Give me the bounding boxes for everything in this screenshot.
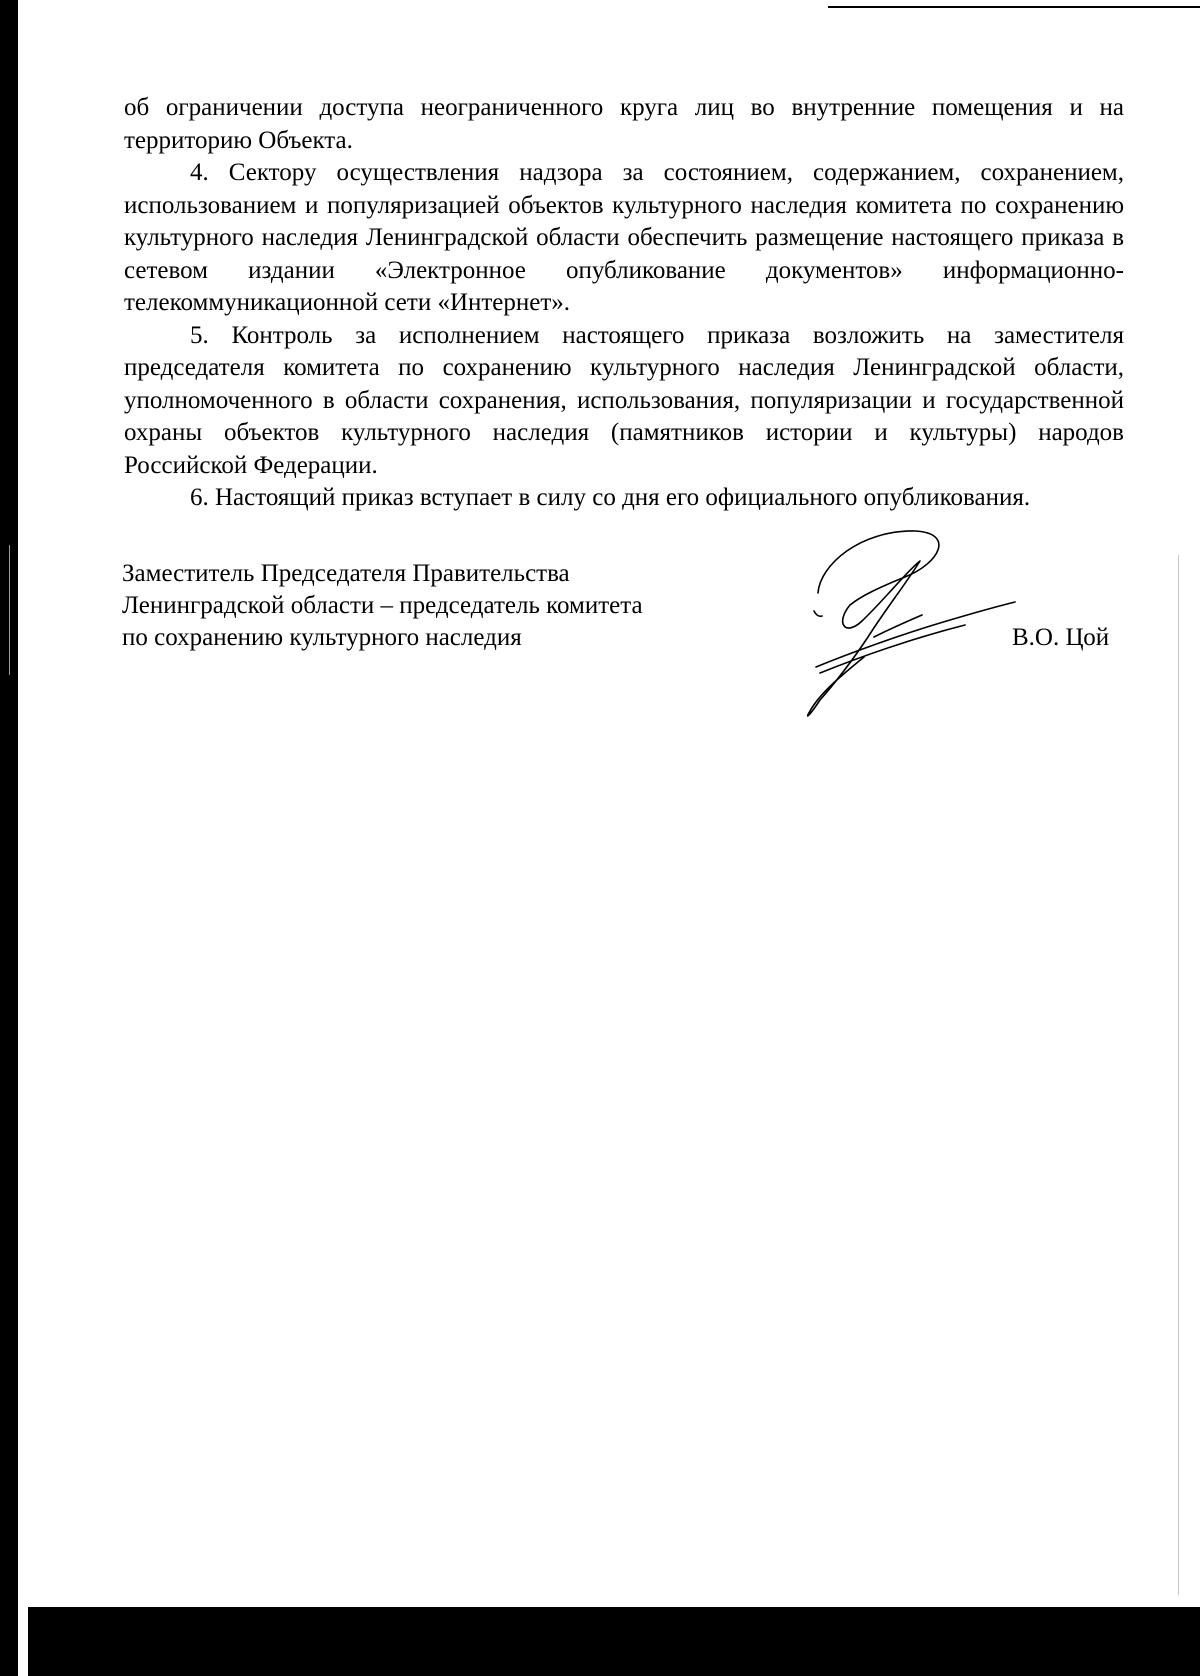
paragraph-item-5-control: 5. Контроль за исполнением настоящего приказа возложить на заместителя председателя комитета по сохранению культурного наследия Ленинградской области, уполномоченного в области сохранения, использования, популяризации и государственной охраны объектов культурного наследия (памятников истории и культуры) народов Российской Федерации. — [124, 321, 1124, 479]
scan-top-line — [828, 6, 1200, 8]
paragraph-item-4-publication: 4. Сектору осуществления надзора за состоянием, содержанием, сохранением, использованием и популяризацией объектов культурного наследия комитета по сохранению культурного наследия Ленинградской области обеспечить размещение настоящего приказа в сетевом издании «Электронное опубликование документов» информационно-телекоммуникационной сети «Интернет». — [124, 159, 1124, 316]
scan-right-edge-mark — [1178, 555, 1179, 1595]
scan-left-edge-mark — [9, 545, 10, 675]
signatory-title-line: Заместитель Председателя Правительства — [122, 560, 570, 587]
signatory-title — [122, 558, 643, 654]
paragraph-item-6-effective-date: 6. Настоящий приказ вступает в силу со дня его официального опубликования. — [190, 484, 1031, 511]
signatory-title-line: по сохранению культурного наследия — [122, 624, 522, 651]
paragraph-access-restriction: об ограничении доступа неограниченного круга лиц во внутренние помещения и на территорию Объекта. — [124, 94, 1124, 154]
scan-left-border — [0, 0, 18, 1676]
signatory-title-line: Ленинградской области – председатель комитета — [122, 592, 643, 619]
signer-name: В.О. Цой — [1012, 624, 1110, 651]
scan-bottom-border — [28, 1607, 1200, 1676]
document-body — [124, 92, 1124, 515]
handwritten-signature — [790, 525, 1020, 725]
